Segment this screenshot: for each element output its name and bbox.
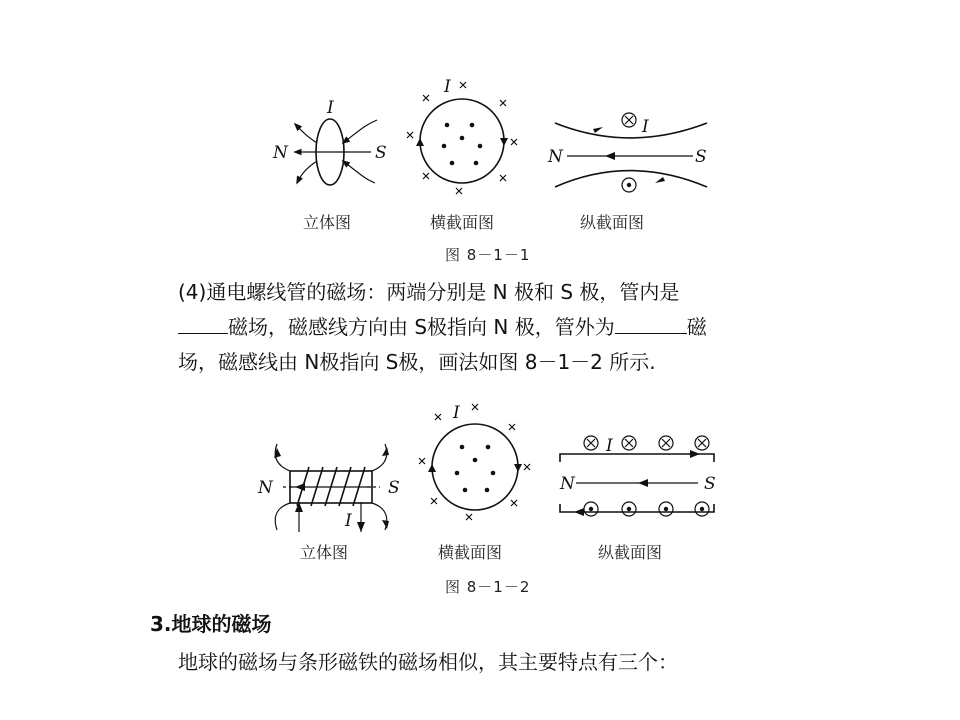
current-label: I xyxy=(606,436,613,456)
solenoid-paragraph xyxy=(178,275,818,380)
north-label: N xyxy=(548,147,563,167)
paragraph-line-1: (4)通电螺线管的磁场：两端分别是 N 极和 S 极，管内是 xyxy=(178,280,680,304)
south-label: S xyxy=(388,478,400,498)
caption-longitudinal: 纵截面图 xyxy=(580,213,645,232)
fill-blank-inside xyxy=(178,315,228,334)
current-label: I xyxy=(444,77,451,97)
south-label: S xyxy=(704,474,716,494)
north-label: N xyxy=(560,474,575,494)
current-label: I xyxy=(327,98,334,118)
fill-blank-outside xyxy=(615,315,687,334)
current-label: I xyxy=(345,511,352,531)
section-heading: 3.地球的磁场 xyxy=(150,612,272,636)
paragraph-line-2: 磁场，磁感线方向由 S极指向 N 极，管外为 磁 xyxy=(178,310,818,345)
section-body: 地球的磁场与条形磁铁的磁场相似，其主要特点有三个： xyxy=(178,650,678,674)
caption-3d: 立体图 xyxy=(300,543,349,562)
ring-cross-section-diagram xyxy=(400,78,525,198)
caption-longitudinal: 纵截面图 xyxy=(598,543,663,562)
ring-3d-diagram xyxy=(265,95,395,200)
ring-longitudinal-diagram xyxy=(545,105,715,200)
north-label: N xyxy=(258,478,273,498)
north-label: N xyxy=(273,143,288,163)
figure-number: 图 8－1－2 xyxy=(445,578,531,596)
south-label: S xyxy=(375,143,387,163)
solenoid-longitudinal-diagram xyxy=(548,430,728,530)
solenoid-3d-diagram xyxy=(255,440,405,535)
south-label: S xyxy=(695,147,707,167)
current-label: I xyxy=(453,403,460,423)
solenoid-cross-section-diagram xyxy=(415,400,540,525)
current-label: I xyxy=(642,117,649,137)
caption-3d: 立体图 xyxy=(303,213,352,232)
caption-cross-section: 横截面图 xyxy=(430,213,495,232)
paragraph-line-3: 场，磁感线由 N极指向 S极，画法如图 8－1－2 所示. xyxy=(178,350,656,374)
figure-number: 图 8－1－1 xyxy=(445,246,531,264)
caption-cross-section: 横截面图 xyxy=(438,543,503,562)
